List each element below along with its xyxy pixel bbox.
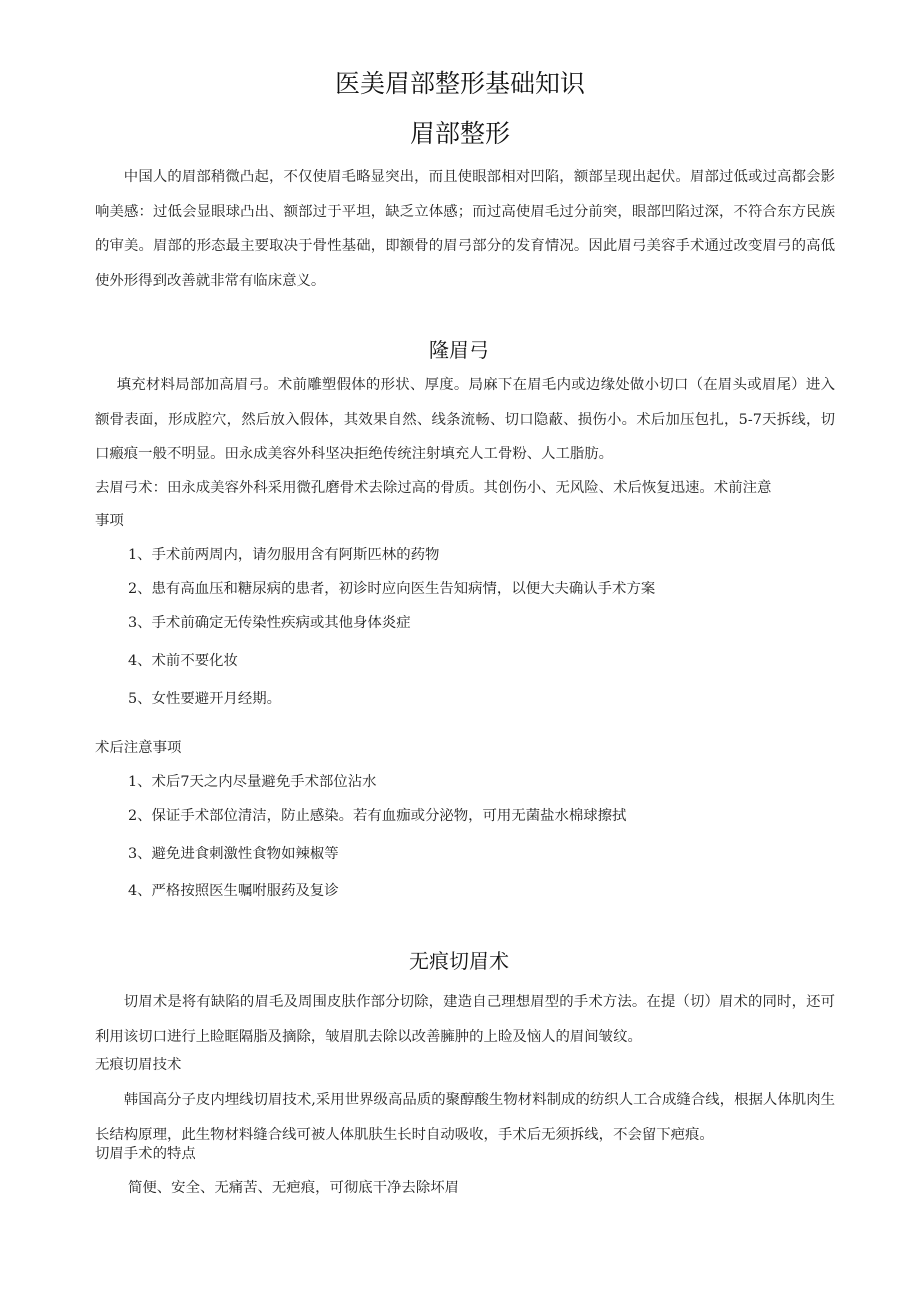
pre-op-item: 1、手术前两周内，请勿服用含有阿斯匹林的药物 <box>128 547 440 563</box>
pre-op-item: 4、术前不要化妆 <box>128 653 238 669</box>
technique-paragraph: 韩国高分子皮内埋线切眉技术,采用世界级高品质的聚醇酸生物材料制成的纺织人工合成缝合线，根据人体肌肉生长结构原理，此生物材料缝合线可被人体肌肤生长时自动吸收，手术后无须拆线，不会留下疤痕。 <box>95 1092 835 1143</box>
pre-op-item: 2、患有高血压和糖尿病的患者，初诊时应向医生告知病情，以便大夫确认手术方案 <box>128 581 656 597</box>
post-op-item: 4、严格按照医生嘱咐服药及复诊 <box>128 883 339 899</box>
intro-paragraph: 中国人的眉部稍微凸起，不仅使眉毛略显突出，而且使眼部相对凹陷，额部呈现出起伏。眉部过低或过高都会影响美感：过低会显眼球凸出、额部过于平坦，缺乏立体感；而过高使眉毛过分前突，眼部凹陷过深，不符合东方民族的审美。眉部的形态最主要取决于骨性基础，即额骨的眉弓部分的发育情况。因此眉弓美容手术通过改变眉弓的高低使外形得到改善就非常有临床意义。 <box>95 169 835 289</box>
features-title: 切眉手术的特点 <box>95 1146 196 1162</box>
post-op-item: 3、避免进食刺激性食物如辣椒等 <box>128 846 339 862</box>
section-heading-eyebrow-plastic: 眉部整形 <box>409 119 510 148</box>
section-heading-brow-augmentation: 隆眉弓 <box>429 338 489 362</box>
pre-op-item: 5、女性要避开月经期。 <box>128 691 282 707</box>
brow-lift-paragraph: 切眉术是将有缺陷的眉毛及周围皮肤作部分切除，建造自己理想眉型的手术方法。在提（切）眉术的同时，还可利用该切口进行上睑眶隔脂及摘除，皱眉肌去除以改善臃肿的上睑及恼人的眉间皱纹。 <box>95 994 835 1045</box>
features-text: 简便、安全、无痛苦、无疤痕，可彻底干净去除坏眉 <box>128 1180 459 1196</box>
post-op-item: 2、保证手术部位清洁，防止感染。若有血痂或分泌物，可用无菌盐水棉球擦拭 <box>128 808 627 824</box>
augmentation-paragraph: 填充材料局部加高眉弓。术前雕塑假体的形状、厚度。局麻下在眉毛内或边缘处做小切口（在眉头或眉尾）进入额骨表面，形成腔穴，然后放入假体，其效果自然、线条流畅、切口隐蔽、损伤小。术后加压包扎，5-7天拆线，切口瘢痕一般不明显。田永成美容外科坚决拒绝传统注射填充人工骨粉、人工脂肪。 <box>95 377 835 462</box>
section-heading-scarless-brow-lift: 无痕切眉术 <box>409 949 509 973</box>
technique-title: 无痕切眉技术 <box>95 1057 182 1073</box>
post-op-item: 1、术后7天之内尽量避免手术部位沾水 <box>128 774 377 790</box>
post-op-title: 术后注意事项 <box>95 740 182 756</box>
document-title: 医美眉部整形基础知识 <box>334 69 585 98</box>
brow-reduction-text-cont: 事项 <box>95 513 124 529</box>
pre-op-item: 3、手术前确定无传染性疾病或其他身体炎症 <box>128 615 411 631</box>
brow-reduction-text: 去眉弓术：田永成美容外科采用微孔磨骨术去除过高的骨质。其创伤小、无风险、术后恢复迅速。术前注意 <box>95 480 772 496</box>
